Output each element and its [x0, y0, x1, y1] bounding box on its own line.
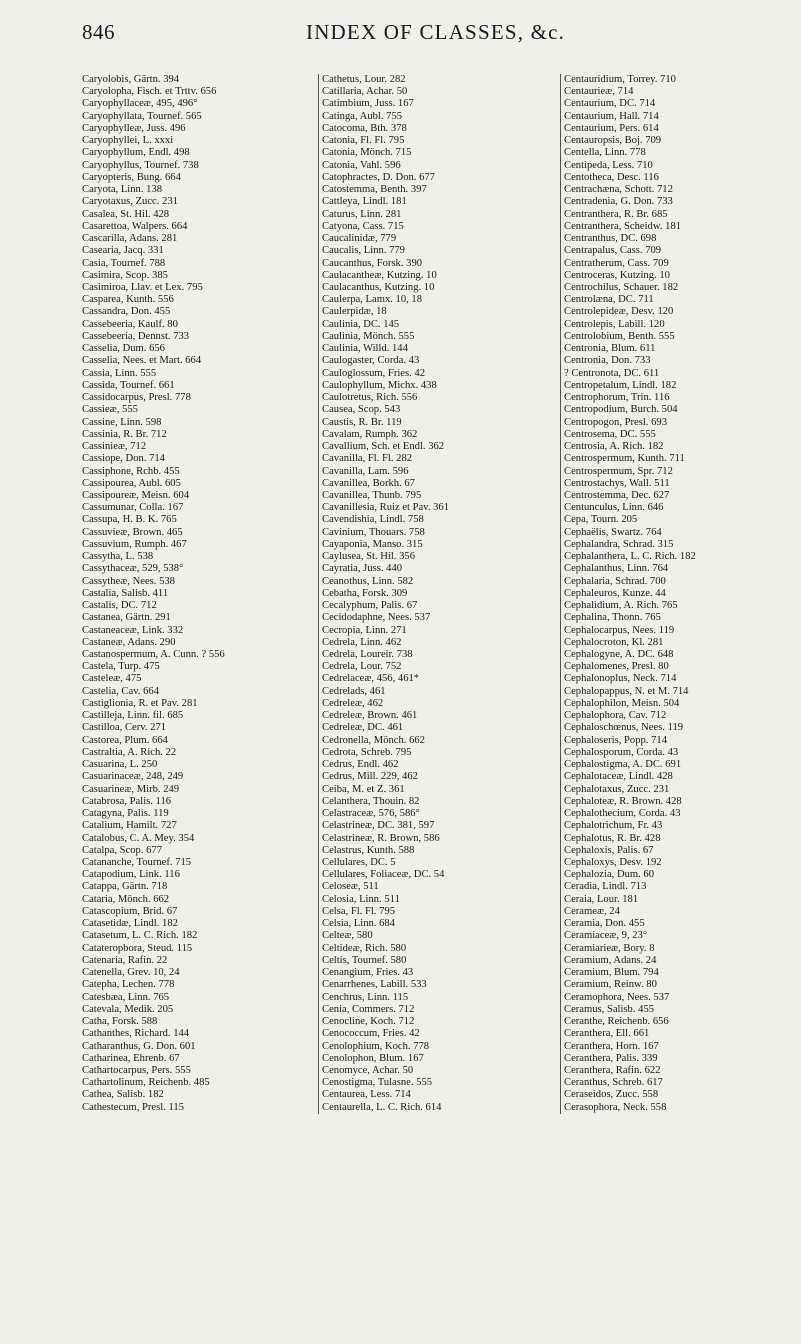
index-column-3	[560, 74, 786, 1114]
index-entry: Cephalophilon, Meisn. 504	[564, 697, 680, 709]
index-entry: Centropogon, Presl. 693	[564, 416, 667, 428]
index-entry: Centrolobium, Benth. 555	[564, 330, 675, 342]
index-entry: Cavallium, Sch. et Endl. 362	[322, 441, 445, 453]
index-entry: Cephalandra, Schrad. 315	[564, 538, 674, 550]
index-entry: Catharanthus, G. Don. 601	[82, 1040, 196, 1052]
index-entry: Catonia, Mönch. 715	[322, 147, 412, 159]
index-entry: Cephalosporum, Corda. 43	[564, 746, 679, 758]
index-entry: Castanospermum, A. Cunn. ? 556	[82, 649, 225, 661]
index-entry: Cephalomenes, Presl. 80	[564, 661, 669, 673]
index-entry: Caulerpidæ, 18	[322, 306, 387, 318]
index-entry: Catasetum, L. C. Rich. 182	[82, 930, 198, 942]
index-entry: Centroceras, Kutzing. 10	[564, 269, 670, 281]
index-entry: Ceraia, Lour. 181	[564, 893, 639, 905]
index-entry: Cephalaria, Schrad. 700	[564, 575, 666, 587]
index-entry: Caulophyllum, Michx. 438	[322, 379, 437, 391]
index-column-1	[82, 74, 314, 1114]
index-entry: Cassebeeria, Kaulf. 80	[82, 318, 178, 330]
index-entry: Centrachæna, Schott. 712	[564, 184, 673, 196]
index-entry: Centranthera, Scheidw. 181	[564, 220, 681, 232]
index-entry: Centauridium, Torrey. 710	[564, 74, 676, 85]
index-entry: Centropodium, Burch. 504	[564, 404, 678, 416]
index-entry: Cassida, Tournef. 661	[82, 379, 175, 391]
index-entry: Cavalam, Rumph. 362	[322, 428, 418, 440]
index-entry: Cauloglossum, Fries. 42	[322, 367, 425, 379]
index-entry: Celtis, Tournef. 580	[322, 954, 407, 966]
index-entry: Cattleya, Lindl. 181	[322, 196, 407, 208]
index-entry: Centradenia, G. Don. 733	[564, 196, 673, 208]
index-entry: Ceiba, M. et Z. 361	[322, 783, 405, 795]
index-entry: Cecropia, Linn. 271	[322, 624, 407, 636]
index-entry: Centaurieæ, 714	[564, 86, 634, 98]
index-entry: Cephalothecium, Corda. 43	[564, 808, 681, 820]
index-entry: Ceranthera, Ell. 661	[564, 1028, 650, 1040]
index-entry: Cavanillesia, Ruiz et Pav. 361	[322, 502, 450, 514]
index-entry: Cathartolinum, Reichenb. 485	[82, 1077, 210, 1089]
index-entry: Cassuvieæ, Brown. 465	[82, 526, 183, 538]
index-entry: Cassytha, L. 538	[82, 551, 154, 563]
index-entry: Catillaria, Achar. 50	[322, 86, 408, 98]
index-entry: Caryota, Linn. 138	[82, 184, 163, 196]
index-entry: Ceradia, Lindl. 713	[564, 881, 647, 893]
index-entry: Cedrela, Lour. 752	[322, 661, 402, 673]
index-entry: Centella, Linn. 778	[564, 147, 646, 159]
index-entry: Cassipourea, Aubl. 605	[82, 477, 181, 489]
index-entry: Centranthera, R. Br. 685	[564, 208, 668, 220]
index-entry: Caucalis, Linn. 779	[322, 245, 405, 257]
index-entry: Cassupa, H. B. K. 765	[82, 514, 177, 526]
index-entry: Casearia, Jacq. 331	[82, 245, 164, 257]
index-entry: Centaurium, Hall. 714	[564, 110, 659, 122]
index-entry: Cassuvium, Rumph. 467	[82, 538, 187, 550]
index-entry: Caulinia, DC. 145	[322, 318, 400, 330]
index-entry: Cenangium, Fries. 43	[322, 967, 414, 979]
index-entry: Catophractes, D. Don. 677	[322, 171, 435, 183]
index-entry: Casalea, St. Hil. 428	[82, 208, 170, 220]
index-entry: Centrolepis, Labill. 120	[564, 318, 665, 330]
index-entry: ? Centronota, DC. 611	[564, 367, 660, 379]
index-entry: Celosia, Linn. 511	[322, 893, 400, 905]
index-entry: Caryophyllei, L. xxxi	[82, 135, 174, 147]
index-entry: Cephalogyne, A. DC. 648	[564, 649, 674, 661]
index-entry: Catepha, Lechen. 778	[82, 979, 175, 991]
index-entry: Caryophyllata, Tournef. 565	[82, 110, 202, 122]
index-entry: Cedrela, Linn. 462	[322, 636, 402, 648]
index-entry: Centrolepideæ, Desv. 120	[564, 306, 674, 318]
index-entry: Cephaëlis, Swartz. 764	[564, 526, 662, 538]
index-entry: Catinga, Aubl. 755	[322, 110, 403, 122]
index-entry: Catocoma, Bth. 378	[322, 122, 407, 134]
index-entry: Cephaloxis, Palis. 67	[564, 844, 654, 856]
index-entry: Cephalanthus, Linn. 764	[564, 563, 669, 575]
index-entry: Celtideæ, Rich. 580	[322, 942, 407, 954]
index-entry: Centrosia, A. Rich. 182	[564, 441, 664, 453]
index-entry: Celastrus, Kunth. 588	[322, 844, 415, 856]
index-entry: Cassidocarpus, Presl. 778	[82, 392, 191, 404]
index-entry: Centrophorum, Trin. 116	[564, 392, 670, 404]
index-entry: Casuarineæ, Mirb. 249	[82, 783, 180, 795]
index-entry: Celastrineæ, DC. 381, 597	[322, 820, 435, 832]
index-entry: Cephalidium, A. Rich. 765	[564, 600, 678, 612]
index-entry: Cellulares, DC. 5	[322, 857, 396, 868]
index-entry: Cenocline, Koch. 712	[322, 1016, 415, 1028]
index-entry: Catha, Forsk. 588	[82, 1016, 158, 1028]
index-entry: Ceanothus, Linn. 582	[322, 575, 414, 587]
index-entry: Cayaponia, Manso. 315	[322, 538, 423, 550]
index-entry: Catasetidæ, Lindl. 182	[82, 918, 178, 930]
index-entry: Caryophyllaceæ, 495, 496°	[82, 98, 198, 110]
index-entry: Centropetalum, Lindl. 182	[564, 379, 677, 391]
index-entry: Cavinium, Thouars. 758	[322, 526, 425, 538]
index-entry: Centaurium, DC. 714	[564, 98, 656, 110]
index-entry: Caryophyllus, Tournef. 738	[82, 159, 199, 171]
index-entry: Caylusea, St. Hil. 356	[322, 551, 415, 563]
index-entry: Catyona, Cass. 715	[322, 220, 404, 232]
index-entry: Celoseæ, 511	[322, 881, 379, 893]
page-number: 846	[82, 20, 115, 44]
index-entry: Caulacanthus, Kutzing. 10	[322, 281, 435, 293]
index-entry: Ceramium, Reinw. 80	[564, 979, 657, 991]
index-entry: Cavendishia, Lindl. 758	[322, 514, 424, 526]
index-entry: Catagyna, Palis. 119	[82, 808, 169, 820]
index-entry: Cassebeeria, Dennst. 733	[82, 330, 190, 342]
index-entry: Causea, Scop. 543	[322, 404, 401, 416]
index-entry: Centronia, Blum. 611	[564, 343, 656, 355]
index-entry: Centratherum, Cass. 709	[564, 257, 669, 269]
index-entry: Ceranthus, Schreb. 617	[564, 1077, 663, 1089]
index-entry: Caucanthus, Forsk. 390	[322, 257, 423, 269]
index-entry: Cassandra, Don. 455	[82, 306, 171, 318]
index-entry: Cephalocroton, Kl. 281	[564, 636, 664, 648]
index-entry: Catostemma, Benth. 397	[322, 184, 427, 196]
index-entry: Centipeda, Less. 710	[564, 159, 653, 171]
index-entry: Catharinea, Ehrenb. 67	[82, 1052, 180, 1064]
index-entry: Castela, Turp. 475	[82, 661, 160, 673]
index-entry: Cassythaceæ, 529, 538°	[82, 563, 184, 575]
index-entry: Cassine, Linn. 598	[82, 416, 162, 428]
index-entry: Cephalotaceæ, Lindl. 428	[564, 771, 673, 783]
index-entry: Cephalophora, Cav. 712	[564, 710, 667, 722]
index-entry: Cedrelads, 461	[322, 685, 386, 697]
index-entry: Cenomyce, Achar. 50	[322, 1064, 414, 1076]
index-entry: Catabrosa, Palis. 116	[82, 795, 172, 807]
index-entry: Casselia, Nees. et Mart. 664	[82, 355, 202, 367]
index-entry: Casuarinaceæ, 248, 249	[82, 771, 184, 783]
index-entry: Castalia, Salisb. 411	[82, 587, 169, 599]
index-entry: Cepa, Tourn. 205	[564, 514, 638, 526]
index-entry: Cephalotaxus, Zucc. 231	[564, 783, 670, 795]
index-entry: Cenia, Commers. 712	[322, 1003, 415, 1015]
index-entry: Cephalotus, R. Br. 428	[564, 832, 661, 844]
index-entry: Celsa, Fl. Fl. 795	[322, 905, 395, 917]
index-entry: Cenolophon, Blum. 167	[322, 1052, 424, 1064]
index-entry: Casteleæ, 475	[82, 673, 142, 685]
index-entry: Caryophylleæ, Juss. 496	[82, 122, 186, 134]
index-entry: Catalobus, C. A. Mey. 354	[82, 832, 195, 844]
index-entry: Catonia, Fl. Fl. 795	[322, 135, 405, 147]
index-entry: Cavanilla, Lam. 596	[322, 465, 409, 477]
index-entry: Cavanillea, Borkh. 67	[322, 477, 415, 489]
index-entry: Ceramus, Salisb. 455	[564, 1003, 655, 1015]
index-entry: Cassiphone, Rchb. 455	[82, 465, 180, 477]
index-entry: Centaurea, Less. 714	[322, 1089, 411, 1101]
index-entry: Cathanthes, Richard. 144	[82, 1028, 190, 1040]
index-entry: Casuarina, L. 250	[82, 759, 158, 771]
index-entry: Castalis, DC. 712	[82, 600, 157, 612]
index-entry: Centrostemma, Dec. 627	[564, 489, 670, 501]
index-entry: Cephalonoplus, Neck. 714	[564, 673, 677, 685]
index-entry: Cebatha, Forsk. 309	[322, 587, 408, 599]
index-entry: Cassytheæ, Nees. 538	[82, 575, 175, 587]
index-entry: Ceramiaceæ, 9, 23°	[564, 930, 648, 942]
index-entry: Catascopium, Brid. 67	[82, 905, 178, 917]
index-entry: Cathetus, Lour. 282	[322, 74, 406, 85]
index-entry: Caryotaxus, Zucc. 231	[82, 196, 178, 208]
index-entry: Catalpa, Scop. 677	[82, 844, 163, 856]
index-entry: Caryopteris, Bung. 664	[82, 171, 181, 183]
index-entry: Catenaria, Rafin. 22	[82, 954, 168, 966]
index-entry: Cephalopappus, N. et M. 714	[564, 685, 689, 697]
index-entry: Celanthera, Thouin. 82	[322, 795, 420, 807]
index-entry: Cedrus, Endl. 462	[322, 759, 399, 771]
index-entry: Centrochilus, Schauer. 182	[564, 281, 679, 293]
index-entry: Cascarilla, Adans. 281	[82, 233, 178, 245]
index-entry: Cassiope, Don. 714	[82, 453, 165, 465]
index-entry: Centrospermum, Spr. 712	[564, 465, 673, 477]
index-entry: Castilleja, Linn. fil. 685	[82, 710, 184, 722]
index-entry: Caulinia, Mönch. 555	[322, 330, 415, 342]
index-entry: Cedreleæ, 462	[322, 697, 384, 709]
index-entry: Centrolæna, DC. 711	[564, 294, 654, 306]
index-entry: Ceramophora, Nees. 537	[564, 991, 670, 1003]
index-entry: Cassieæ, 555	[82, 404, 138, 416]
index-entry: Cecidodaphne, Nees. 537	[322, 612, 431, 624]
running-head: INDEX OF CLASSES, &c.	[306, 20, 566, 44]
index-entry: Cayratia, Juss. 440	[322, 563, 403, 575]
index-entry: Casarettoa, Walpers. 664	[82, 220, 188, 232]
index-entry: Castaneæ, Adans. 290	[82, 636, 176, 648]
index-entry: Catapodium, Link. 116	[82, 869, 180, 881]
index-entry: Celteæ, 580	[322, 930, 373, 942]
index-entry: Caulinia, Willd. 144	[322, 343, 408, 355]
index-entry: Cephaloseris, Popp. 714	[564, 734, 667, 746]
index-entry: Centrospermum, Kunth. 711	[564, 453, 685, 465]
index-entry: Cedrota, Schreb. 795	[322, 746, 412, 758]
index-entry: Cedrela, Loureir. 738	[322, 649, 413, 661]
index-entry: Cephaloschœnus, Nees. 119	[564, 722, 684, 734]
index-entry: Castilloa, Cerv. 271	[82, 722, 167, 734]
index-entry: Ceranthera, Horn. 167	[564, 1040, 659, 1052]
index-entry: Celastraceæ, 576, 586°	[322, 808, 420, 820]
index-entry: Cenostigma, Tulasne. 555	[322, 1077, 433, 1089]
index-entry: Centronia, Don. 733	[564, 355, 651, 367]
index-entry: Ceramium, Blum. 794	[564, 967, 659, 979]
index-entry: Cedrus, Mill. 229, 462	[322, 771, 418, 783]
index-entry: Catappa, Gärtn. 718	[82, 881, 168, 893]
index-entry: Centotheca, Desc. 116	[564, 171, 659, 183]
index-entry: Cephaloteæ, R. Brown. 428	[564, 795, 682, 807]
index-entry: Celsia, Linn. 684	[322, 918, 395, 930]
index-entry: Caulacantheæ, Kutzing. 10	[322, 269, 437, 281]
index-entry: Cathea, Salisb. 182	[82, 1089, 164, 1101]
index-entry: Centaurium, Pers. 614	[564, 122, 659, 134]
index-entry: Caturus, Linn. 281	[322, 208, 402, 220]
index-entry: Cassumunar, Colla. 167	[82, 502, 184, 514]
index-entry: Caulogaster, Corda. 43	[322, 355, 420, 367]
index-entry: Casimiroa, Llav. et Lex. 795	[82, 281, 203, 293]
index-entry: Cenchrus, Linn. 115	[322, 991, 409, 1003]
index-entry: Cephalocarpus, Nees. 119	[564, 624, 675, 636]
index-entry: Caulotretus, Rich. 556	[322, 392, 418, 404]
index-entry: Cecalyphum, Palis. 67	[322, 600, 418, 612]
index-entry: Caryolopha, Fisch. et Trttv. 656	[82, 86, 217, 98]
index-entry: Catenella, Grev. 10, 24	[82, 967, 180, 979]
index-entry: Casselia, Dum. 656	[82, 343, 165, 355]
index-entry: Ceramia, Don. 455	[564, 918, 645, 930]
index-entry: Centrapalus, Cass. 709	[564, 245, 662, 257]
index-entry: Ceranthera, Rafin. 622	[564, 1064, 661, 1076]
index-entry: Castiglionia, R. et Pav. 281	[82, 697, 198, 709]
index-entry: Cephalostigma, A. DC. 691	[564, 759, 682, 771]
index-entry: Celastrineæ, R. Brown, 586	[322, 832, 440, 844]
index-entry: Centauropsis, Boj. 709	[564, 135, 662, 147]
index-entry: Castorea, Plum. 664	[82, 734, 168, 746]
index-entry: Catonia, Vahl. 596	[322, 159, 401, 171]
index-entry: Caucalinidæ, 779	[322, 233, 397, 245]
index-entry: Caustis, R. Br. 119	[322, 416, 402, 428]
index-entry: Cellulares, Foliaceæ, DC. 54	[322, 869, 445, 881]
index-entry: Centranthus, DC. 698	[564, 233, 657, 245]
index-entry: Ceramiarieæ, Bory. 8	[564, 942, 655, 954]
index-entry: Cathartocarpus, Pers. 555	[82, 1064, 191, 1076]
index-entry: Cephaloxys, Desv. 192	[564, 857, 662, 868]
index-entry: Cephalotrichum, Fr. 43	[564, 820, 663, 832]
index-entry: Casimira, Scop. 385	[82, 269, 168, 281]
index-entry: Cerasophora, Neck. 558	[564, 1101, 667, 1113]
index-entry: Cassinia, R. Br. 712	[82, 428, 167, 440]
index-entry: Cenarrhenes, Labill. 533	[322, 979, 427, 991]
index-entry: Cephalina, Thonn. 765	[564, 612, 661, 624]
index-entry: Casia, Tournef. 788	[82, 257, 166, 269]
index-entry: Cephalozia, Dum. 60	[564, 869, 655, 881]
index-entry: Cenolophium, Koch. 778	[322, 1040, 430, 1052]
index-entry: Caryophyllum, Endl. 498	[82, 147, 190, 159]
index-entry: Centrostachys, Wall. 511	[564, 477, 670, 489]
index-entry: Casparea, Kunth. 556	[82, 294, 174, 306]
index-entry: Castanea, Gärtn. 291	[82, 612, 171, 624]
index-entry: Catalium, Hamilt. 727	[82, 820, 177, 832]
index-entry: Cephalanthera, L. C. Rich. 182	[564, 551, 696, 563]
index-entry: Cephaleuros, Kunze. 44	[564, 587, 666, 599]
index-entry: Cedronella, Mönch. 662	[322, 734, 425, 746]
index-column-2	[318, 74, 554, 1114]
index-entry: Catesbæa, Linn. 765	[82, 991, 170, 1003]
index-entry: Castelia, Cav. 664	[82, 685, 159, 697]
index-entry: Cathestecum, Presl. 115	[82, 1101, 184, 1113]
index-entry: Catevala, Medik. 205	[82, 1003, 174, 1015]
index-entry: Caryolobis, Gärtn. 394	[82, 74, 180, 85]
index-entry: Castraltia, A. Rich. 22	[82, 746, 177, 758]
index-entry: Centrosema, DC. 555	[564, 428, 656, 440]
index-entry: Ceramium, Adans. 24	[564, 954, 657, 966]
index-entry: Cedreleæ, Brown. 461	[322, 710, 418, 722]
index-entry: Ceranthera, Palis. 339	[564, 1052, 658, 1064]
index-entry: Catateropbora, Steud. 115	[82, 942, 193, 954]
index-entry: Cavanillea, Thunb. 795	[322, 489, 422, 501]
index-entry: Caulerpa, Lamx. 10, 18	[322, 294, 423, 306]
index-entry: Cavanilla, Fl. Fl. 282	[322, 453, 413, 465]
index-entry: Castaneaceæ, Link. 332	[82, 624, 184, 636]
index-entry: Cassia, Linn. 555	[82, 367, 157, 379]
index-entry: Centaurella, L. C. Rich. 614	[322, 1101, 442, 1113]
index-entry: Cenococcum, Fries. 42	[322, 1028, 420, 1040]
index-entry: Cataria, Mönch. 662	[82, 893, 170, 905]
index-entry: Catimbium, Juss. 167	[322, 98, 414, 110]
index-entry: Cedreleæ, DC. 461	[322, 722, 404, 734]
index-entry: Cedrelaceæ, 456, 461*	[322, 673, 420, 685]
index-entry: Cerameæ, 24	[564, 905, 620, 917]
index-entry: Catananche, Tournef. 715	[82, 857, 192, 868]
index-entry: Ceraseidos, Zucc. 558	[564, 1089, 659, 1101]
index-entry: Cassipoureæ, Meisn. 604	[82, 489, 190, 501]
index-entry: Centunculus, Linn. 646	[564, 502, 664, 514]
index-entry: Ceranthe, Reichenb. 656	[564, 1016, 669, 1028]
index-entry: Cassinieæ, 712	[82, 441, 147, 453]
